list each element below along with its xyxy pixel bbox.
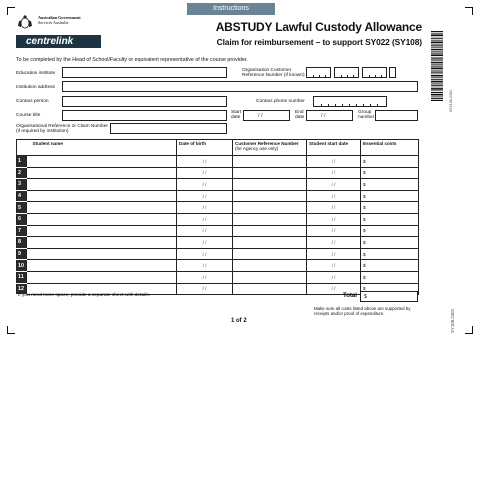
- government-logo-text: Australian Government Services Australia: [38, 15, 81, 26]
- crn-cell[interactable]: [233, 225, 307, 237]
- student-start-date-cell[interactable]: / /: [307, 202, 361, 214]
- table-row: [17, 167, 419, 179]
- row-number: 2: [17, 167, 27, 179]
- contact-phone-field[interactable]: [313, 96, 387, 107]
- table-row: [17, 179, 419, 191]
- row-number: 3: [17, 179, 27, 191]
- table-row: [17, 248, 419, 260]
- crn-cell[interactable]: [233, 213, 307, 225]
- crn-cell[interactable]: [233, 271, 307, 283]
- group-number-field[interactable]: [375, 110, 418, 121]
- date-of-birth-cell[interactable]: / /: [177, 225, 233, 237]
- row-number: 8: [17, 237, 27, 249]
- student-start-date-cell[interactable]: / /: [307, 213, 361, 225]
- crn-cell[interactable]: [233, 190, 307, 202]
- date-of-birth-cell[interactable]: / /: [177, 237, 233, 249]
- course-title-field[interactable]: [62, 110, 227, 121]
- student-start-date-cell[interactable]: / /: [307, 271, 361, 283]
- essential-costs-cell[interactable]: $: [361, 248, 419, 260]
- crn-cell[interactable]: [233, 179, 307, 191]
- essential-costs-cell[interactable]: $: [361, 167, 419, 179]
- crop-mark-bottom-left: [7, 326, 15, 334]
- crop-mark-bottom-right: [465, 326, 473, 334]
- label-start-date: Start date: [231, 110, 242, 121]
- essential-costs-cell[interactable]: $: [361, 213, 419, 225]
- student-start-date-cell[interactable]: / /: [307, 248, 361, 260]
- student-start-date-cell[interactable]: / /: [307, 225, 361, 237]
- total-field[interactable]: $: [360, 291, 418, 302]
- crn-cell[interactable]: [233, 283, 307, 295]
- student-name-cell[interactable]: [27, 179, 177, 191]
- student-name-cell[interactable]: [27, 225, 177, 237]
- date-of-birth-cell[interactable]: / /: [177, 283, 233, 295]
- label-end-date: End date: [295, 110, 305, 121]
- label-contact-phone: Contact phone number: [256, 99, 305, 104]
- crop-mark-top-left: [7, 7, 15, 15]
- date-of-birth-cell[interactable]: / /: [177, 179, 233, 191]
- crn-cell[interactable]: [233, 156, 307, 168]
- student-name-cell[interactable]: [27, 190, 177, 202]
- student-name-cell[interactable]: [27, 248, 177, 260]
- table-row: [17, 213, 419, 225]
- receipts-note: Make sure all costs listed above are supported by receipts and/or proof of expenditure.: [314, 306, 411, 317]
- row-number: 5: [17, 202, 27, 214]
- student-start-date-cell[interactable]: / /: [307, 260, 361, 272]
- row-number: 11: [17, 271, 27, 283]
- students-table: [16, 139, 419, 295]
- end-date-field[interactable]: / /: [306, 110, 353, 121]
- row-number: 4: [17, 190, 27, 202]
- row-number: 10: [17, 260, 27, 272]
- tab-instructions[interactable]: Instructions: [187, 3, 275, 15]
- row-number: 1: [17, 156, 27, 168]
- header-student-start-date: Student start date: [307, 140, 361, 156]
- start-date-field[interactable]: / /: [243, 110, 290, 121]
- barcode: [431, 31, 443, 101]
- student-start-date-cell[interactable]: / /: [307, 179, 361, 191]
- label-org-reference: Organisational Reference or Claim Number (if required by institution): [16, 124, 108, 135]
- org-crn-check-digit[interactable]: [389, 67, 396, 78]
- more-space-note: If you need more space, provide a separate sheet with details.: [18, 293, 150, 298]
- essential-costs-cell[interactable]: $: [361, 156, 419, 168]
- label-org-crn: Organisation Customer Reference Number (if known): [242, 68, 305, 79]
- header-student-name: Student name: [27, 140, 177, 156]
- table-header-row: [17, 140, 419, 156]
- table-row: [17, 202, 419, 214]
- essential-costs-cell[interactable]: $: [361, 237, 419, 249]
- table-row: [17, 271, 419, 283]
- student-name-cell[interactable]: [27, 167, 177, 179]
- form-subtitle: Claim for reimbursement – to support SY022 (SY108): [216, 37, 422, 47]
- coat-of-arms-icon: [16, 14, 34, 30]
- org-reference-field[interactable]: [110, 123, 227, 134]
- essential-costs-cell[interactable]: $: [361, 190, 419, 202]
- centrelink-logo: centrelink: [16, 35, 101, 48]
- student-start-date-cell[interactable]: / /: [307, 156, 361, 168]
- student-start-date-cell[interactable]: / /: [307, 237, 361, 249]
- crn-cell[interactable]: [233, 167, 307, 179]
- crn-cell[interactable]: [233, 260, 307, 272]
- form-code: SY108.2301: [450, 308, 455, 333]
- header-number: [17, 140, 27, 156]
- education-institute-field[interactable]: [62, 67, 227, 78]
- label-group-number: Group number: [358, 110, 375, 121]
- crop-mark-top-right: [465, 7, 473, 15]
- student-start-date-cell[interactable]: / /: [307, 283, 361, 295]
- institution-address-field[interactable]: [62, 81, 418, 92]
- table-row: [17, 225, 419, 237]
- header-crn: Customer Reference Number (for Agency use only): [233, 140, 307, 156]
- student-name-cell[interactable]: [27, 213, 177, 225]
- date-of-birth-cell[interactable]: / /: [177, 271, 233, 283]
- row-number: 6: [17, 213, 27, 225]
- crn-cell[interactable]: [233, 202, 307, 214]
- essential-costs-cell[interactable]: $: [361, 225, 419, 237]
- student-name-cell[interactable]: [27, 260, 177, 272]
- essential-costs-cell[interactable]: $: [361, 202, 419, 214]
- row-number: 12: [17, 283, 27, 295]
- essential-costs-cell[interactable]: $: [361, 179, 419, 191]
- org-crn-segment-2[interactable]: [334, 67, 359, 78]
- label-institution-address: Institution address: [16, 85, 55, 90]
- label-education-institute: Education institute: [16, 71, 56, 76]
- date-of-birth-cell[interactable]: / /: [177, 202, 233, 214]
- label-contact-person: Contact person: [16, 99, 49, 104]
- contact-person-field[interactable]: [62, 96, 227, 107]
- intro-text: To be completed by the Head of School/Faculty or equivalent representative of the course provider.: [16, 57, 248, 63]
- table-row: [17, 156, 419, 168]
- page-number: 1 of 2: [231, 318, 247, 324]
- date-of-birth-cell[interactable]: / /: [177, 190, 233, 202]
- essential-costs-cell[interactable]: $: [361, 283, 419, 295]
- crn-cell[interactable]: [233, 237, 307, 249]
- date-of-birth-cell[interactable]: / /: [177, 248, 233, 260]
- barcode-code: 0SY108-2301: [449, 90, 453, 112]
- form-title: ABSTUDY Lawful Custody Allowance: [215, 20, 422, 34]
- date-of-birth-cell[interactable]: / /: [177, 167, 233, 179]
- org-crn-segment-1[interactable]: [306, 67, 331, 78]
- org-crn-segment-3[interactable]: [362, 67, 387, 78]
- student-name-cell[interactable]: [27, 271, 177, 283]
- student-name-cell[interactable]: [27, 202, 177, 214]
- table-row: [17, 260, 419, 272]
- date-of-birth-cell[interactable]: / /: [177, 213, 233, 225]
- crn-cell[interactable]: [233, 248, 307, 260]
- student-name-cell[interactable]: [27, 237, 177, 249]
- table-row: [17, 237, 419, 249]
- row-number: 9: [17, 248, 27, 260]
- total-label: Total: [343, 293, 357, 299]
- date-of-birth-cell[interactable]: / /: [177, 156, 233, 168]
- table-row: [17, 190, 419, 202]
- student-start-date-cell[interactable]: / /: [307, 190, 361, 202]
- date-of-birth-cell[interactable]: / /: [177, 260, 233, 272]
- student-start-date-cell[interactable]: / /: [307, 167, 361, 179]
- header-date-of-birth: Date of birth: [177, 140, 233, 156]
- label-course-title: Course title: [16, 113, 41, 118]
- essential-costs-cell[interactable]: $: [361, 271, 419, 283]
- row-number: 7: [17, 225, 27, 237]
- student-name-cell[interactable]: [27, 156, 177, 168]
- header-essential-costs: Essential costs: [361, 140, 419, 156]
- essential-costs-cell[interactable]: $: [361, 260, 419, 272]
